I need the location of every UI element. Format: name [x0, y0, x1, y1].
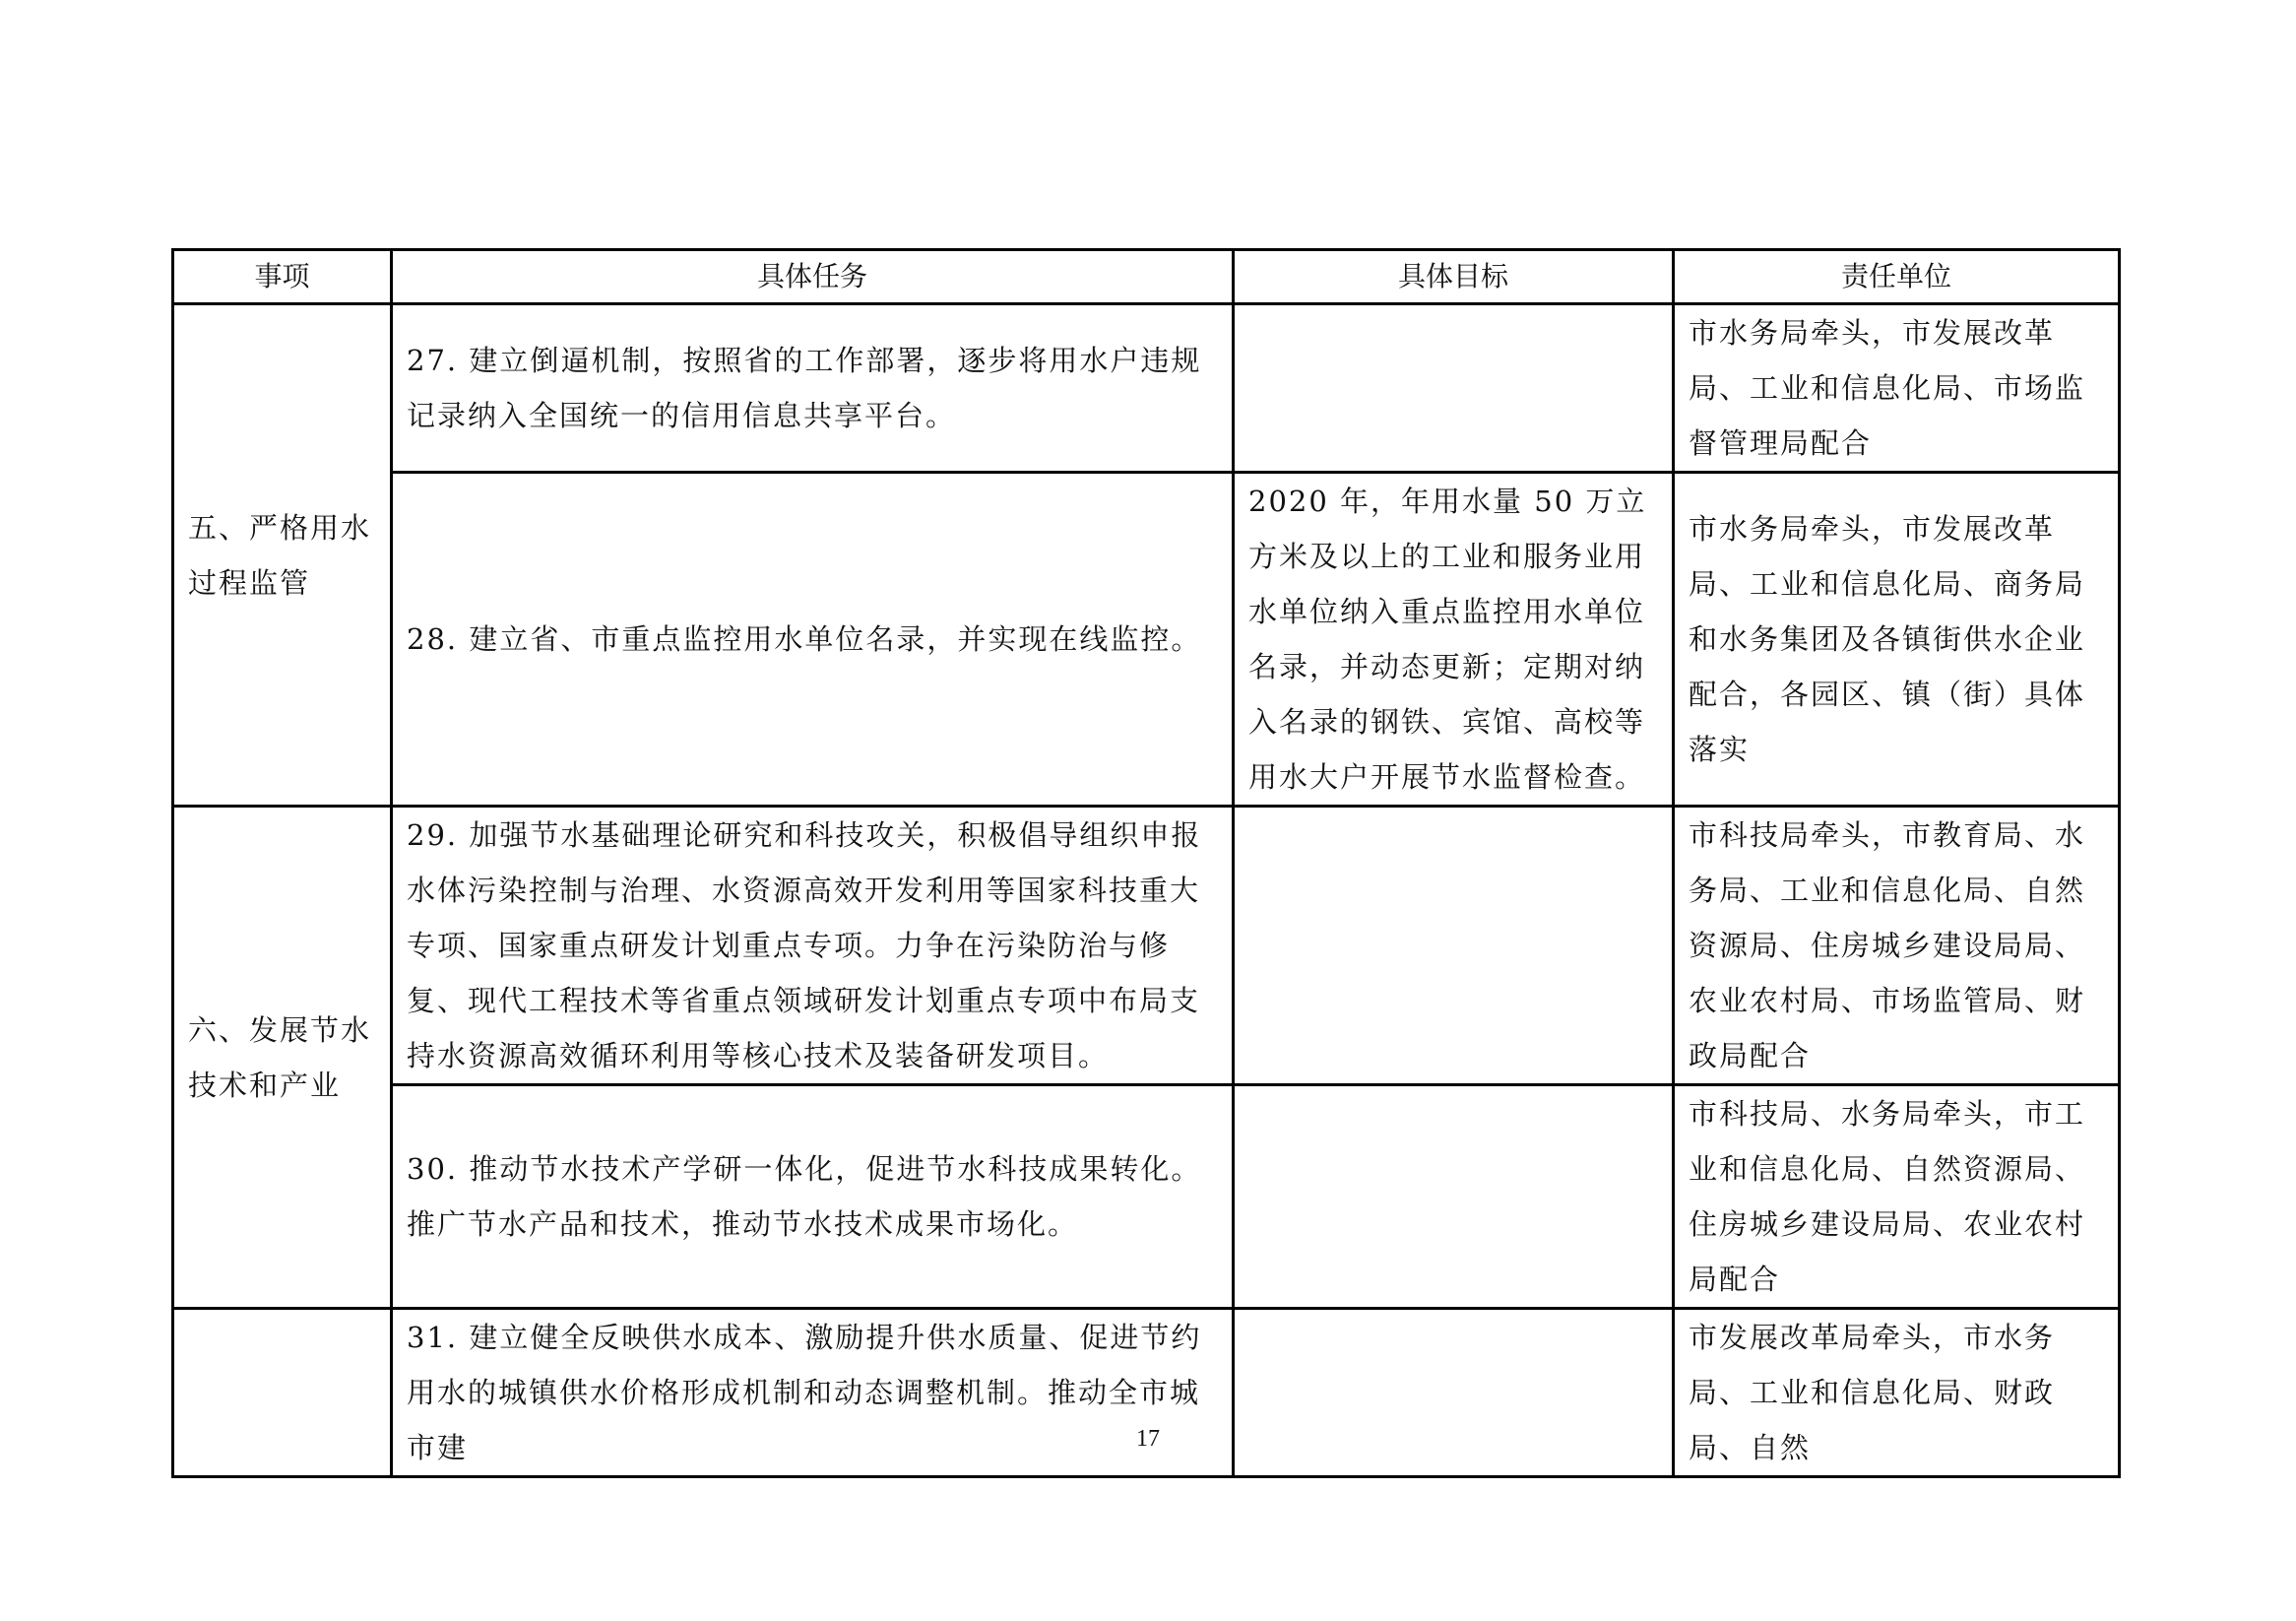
goal-cell: [1234, 1085, 1674, 1309]
responsible-cell: 市科技局、水务局牵头，市工业和信息化局、自然资源局、住房城乡建设局局、农业农村局配合: [1674, 1085, 2120, 1309]
task-cell: 31. 建立健全反映供水成本、激励提升供水质量、促进节约用水的城镇供水价格形成机制和动态调整机制。推动全市城市建: [392, 1309, 1234, 1477]
category-cell: 六、发展节水技术和产业: [173, 807, 392, 1309]
responsible-cell: 市水务局牵头，市发展改革局、工业和信息化局、商务局和水务集团及各镇街供水企业配合，各园区、镇（街）具体落实: [1674, 473, 2120, 807]
page-number: 17: [1136, 1426, 1160, 1452]
responsible-cell: 市科技局牵头，市教育局、水务局、工业和信息化局、自然资源局、住房城乡建设局局、农业农村局、市场监管局、财政局配合: [1674, 807, 2120, 1085]
table-row: [173, 304, 2120, 473]
category-cell: 五、严格用水过程监管: [173, 304, 392, 807]
responsible-cell: 市水务局牵头，市发展改革局、工业和信息化局、市场监督管理局配合: [1674, 304, 2120, 473]
table-row: [173, 473, 2120, 807]
goal-cell: 2020 年，年用水量 50 万立方米及以上的工业和服务业用水单位纳入重点监控用水单位名录，并动态更新；定期对纳入名录的钢铁、宾馆、高校等用水大户开展节水监督检查。: [1234, 473, 1674, 807]
table-row: [173, 807, 2120, 1085]
header-responsible: 责任单位: [1674, 250, 2120, 304]
goal-cell: [1234, 807, 1674, 1085]
goal-cell: [1234, 304, 1674, 473]
task-cell: 28. 建立省、市重点监控用水单位名录，并实现在线监控。: [392, 473, 1234, 807]
task-cell: 29. 加强节水基础理论研究和科技攻关，积极倡导组织申报水体污染控制与治理、水资源高效开发利用等国家科技重大专项、国家重点研发计划重点专项。力争在污染防治与修复、现代工程技术等省重点领域研发计划重点专项中布局支持水资源高效循环利用等核心技术及装备研发项目。: [392, 807, 1234, 1085]
table-header-row: [173, 250, 2120, 304]
table-row: [173, 1085, 2120, 1309]
header-task: 具体任务: [392, 250, 1234, 304]
task-cell: 27. 建立倒逼机制，按照省的工作部署，逐步将用水户违规记录纳入全国统一的信用信息共享平台。: [392, 304, 1234, 473]
responsible-cell: 市发展改革局牵头，市水务局、工业和信息化局、财政局、自然: [1674, 1309, 2120, 1477]
header-goal: 具体目标: [1234, 250, 1674, 304]
header-item: 事项: [173, 250, 392, 304]
task-cell: 30. 推动节水技术产学研一体化，促进节水科技成果转化。推广节水产品和技术，推动节水技术成果市场化。: [392, 1085, 1234, 1309]
task-table: [171, 248, 2121, 1478]
